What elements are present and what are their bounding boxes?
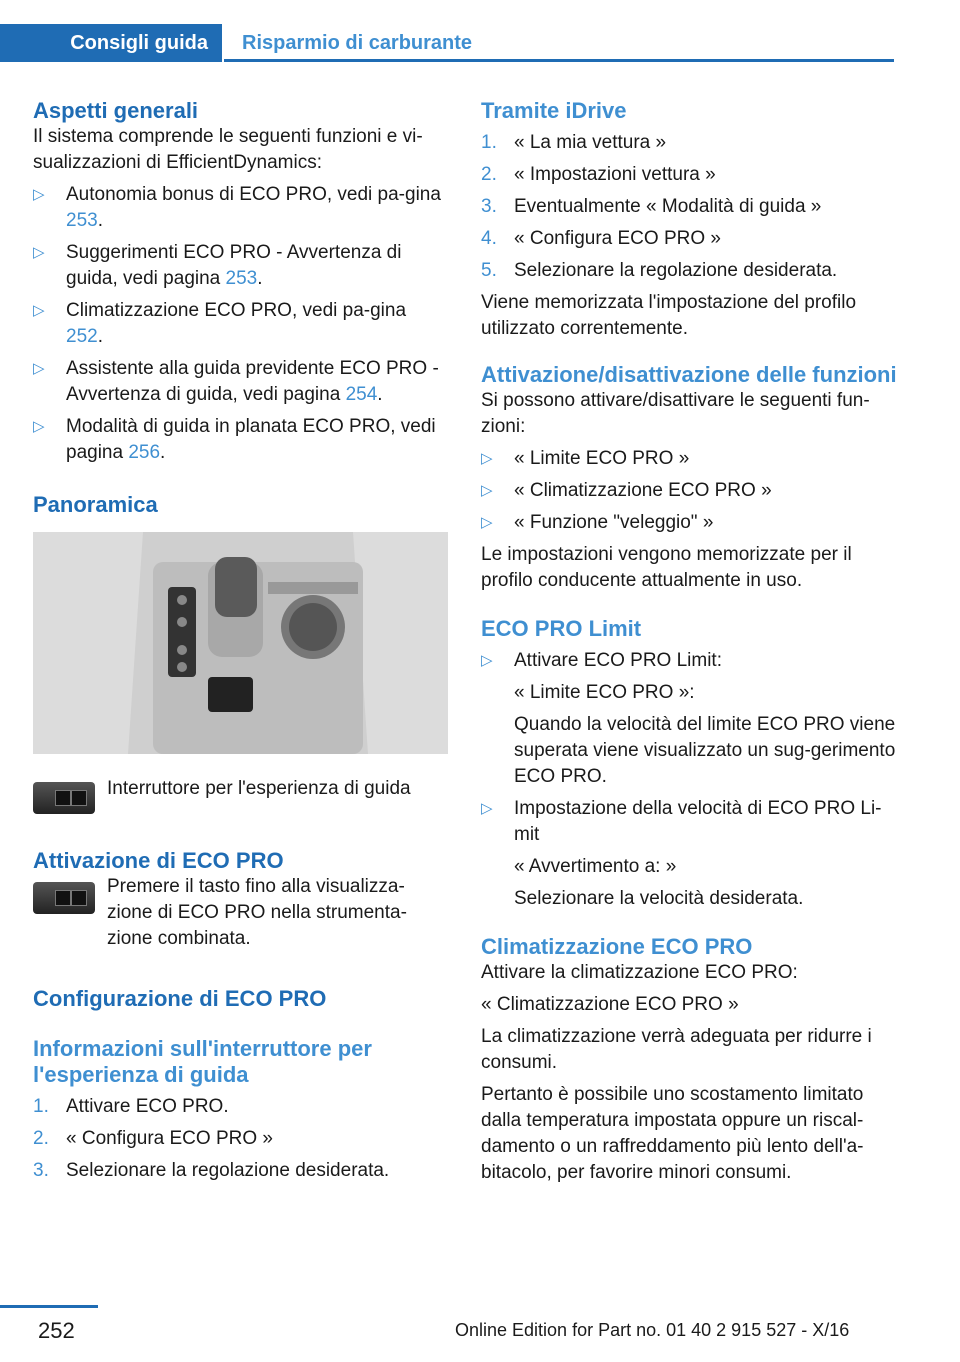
gear-selector-illustration bbox=[33, 532, 448, 754]
list-item: 1. « La mia vettura » bbox=[481, 132, 667, 153]
list-item: 4. « Configura ECO PRO » bbox=[481, 228, 721, 249]
switch-caption: Interruttore per l'esperienza di guida bbox=[107, 778, 411, 799]
climate-p3: La climatizzazione verrà adeguata per ridurre i consumi. bbox=[481, 1026, 872, 1073]
switch-caption-row bbox=[33, 778, 448, 814]
list-item: 2. « Configura ECO PRO » bbox=[33, 1128, 273, 1149]
page-link[interactable]: 253 bbox=[225, 268, 258, 289]
driving-experience-switch-icon bbox=[33, 882, 95, 914]
triangle-bullet-icon: ▷ bbox=[481, 450, 493, 467]
heading-eco-pro-limit: ECO PRO Limit bbox=[481, 616, 642, 641]
list-item: 3. Selezionare la regolazione desiderata. bbox=[33, 1160, 390, 1181]
list-item: ▷ Climatizzazione ECO PRO, vedi pa-gina 252. bbox=[33, 298, 448, 350]
edition-note: Online Edition for Part no. 01 40 2 915 527 - X/16 bbox=[455, 1320, 850, 1340]
limit-item1-sub1: « Limite ECO PRO »: bbox=[514, 682, 695, 703]
heading-attivazione-disattivazione: Attivazione/disattivazione delle funzioni bbox=[481, 362, 897, 387]
list-item: 1. Attivare ECO PRO. bbox=[33, 1096, 229, 1117]
list-item: ▷ « Limite ECO PRO » bbox=[481, 446, 899, 472]
header bbox=[0, 0, 960, 62]
idrive-note: Viene memorizzata l'impostazione del profilo utilizzato correntemente. bbox=[481, 292, 857, 339]
triangle-bullet-icon: ▷ bbox=[33, 360, 45, 377]
driving-experience-switch-icon bbox=[33, 782, 95, 814]
toggle-intro: Si possono attivare/disattivare le seguenti fun-zioni: bbox=[481, 390, 870, 437]
list-item: 2. « Impostazioni vettura » bbox=[481, 164, 716, 185]
limit-item1-sub2: Quando la velocità del limite ECO PRO viene superata viene visualizzato un sug-gerimento ECO PRO. bbox=[514, 714, 896, 787]
page-link[interactable]: 252 bbox=[66, 326, 98, 347]
heading-attivazione-eco-pro: Attivazione di ECO PRO bbox=[33, 848, 284, 873]
triangle-bullet-icon: ▷ bbox=[33, 244, 45, 261]
page-link[interactable]: 254 bbox=[345, 384, 378, 405]
triangle-bullet-icon: ▷ bbox=[33, 418, 45, 435]
list-item: 5. Selezionare la regolazione desiderata. bbox=[481, 260, 838, 281]
list-item: 3. Eventualmente « Modalità di guida » bbox=[481, 196, 822, 217]
tab-risparmio-carburante[interactable]: Risparmio di carburante bbox=[242, 31, 473, 54]
general-intro: Il sistema comprende le seguenti funzioni e vi-sualizzazioni di EfficientDynamics: bbox=[33, 126, 423, 173]
triangle-bullet-icon: ▷ bbox=[481, 482, 493, 499]
tab-consigli-guida[interactable]: Consigli guida bbox=[0, 24, 222, 62]
activation-text: Premere il tasto fino alla visualizza-zione di ECO PRO nella strumenta-zione combinata. bbox=[107, 876, 407, 949]
triangle-bullet-icon: ▷ bbox=[33, 186, 45, 203]
left-column bbox=[33, 98, 448, 1184]
heading-climatizzazione-eco-pro: Climatizzazione ECO PRO bbox=[481, 934, 753, 959]
center-console-photo bbox=[33, 532, 448, 754]
heading-panoramica: Panoramica bbox=[33, 492, 158, 517]
triangle-bullet-icon: ▷ bbox=[481, 652, 493, 669]
list-item: ▷ Impostazione della velocità di ECO PRO Li-mit bbox=[481, 796, 899, 848]
triangle-bullet-icon: ▷ bbox=[33, 302, 45, 319]
heading-info-interruttore: Informazioni sull'interruttore per l'esperienza di guida bbox=[33, 1036, 372, 1087]
activation-block bbox=[33, 874, 448, 952]
climate-p1: Attivare la climatizzazione ECO PRO: bbox=[481, 962, 798, 983]
list-item: ▷ Assistente alla guida previdente ECO PRO - Avvertenza di guida, vedi pagina 254. bbox=[33, 356, 448, 408]
heading-configurazione-eco-pro: Configurazione di ECO PRO bbox=[33, 986, 327, 1011]
right-column bbox=[481, 98, 899, 1186]
page-link[interactable]: 253 bbox=[66, 210, 98, 231]
heading-aspetti-generali: Aspetti generali bbox=[33, 98, 199, 123]
page-link[interactable]: 256 bbox=[128, 442, 161, 463]
triangle-bullet-icon: ▷ bbox=[481, 514, 493, 531]
triangle-bullet-icon: ▷ bbox=[481, 800, 493, 817]
list-item: ▷ « Climatizzazione ECO PRO » bbox=[481, 478, 899, 504]
limit-item2-sub2: Selezionare la velocità desiderata. bbox=[514, 888, 804, 909]
heading-tramite-idrive: Tramite iDrive bbox=[481, 98, 627, 123]
climate-p4: Pertanto è possibile uno scostamento limitato dalla temperatura impostata oppure un riscal-damento o un raffreddamento più lento dell'a-bitacolo, per favorire minori consumi. bbox=[481, 1084, 864, 1183]
list-item: ▷ Modalità di guida in planata ECO PRO, vedi pagina 256. bbox=[33, 414, 448, 466]
header-divider bbox=[224, 59, 894, 62]
limit-item2-sub1: « Avvertimento a: » bbox=[514, 856, 677, 877]
toggle-note: Le impostazioni vengono memorizzate per il profilo conducente attualmente in uso. bbox=[481, 544, 852, 591]
list-item: ▷ Autonomia bonus di ECO PRO, vedi pa-gina 253. bbox=[33, 182, 448, 234]
list-item: ▷ Suggerimenti ECO PRO - Avvertenza di guida, vedi pagina 253. bbox=[33, 240, 448, 292]
climate-p2: « Climatizzazione ECO PRO » bbox=[481, 994, 739, 1015]
list-item: ▷ « Funzione "veleggio" » bbox=[481, 510, 899, 536]
list-item: ▷ Attivare ECO PRO Limit: bbox=[481, 648, 899, 674]
footer-divider bbox=[0, 1305, 98, 1308]
page-number: 252 bbox=[38, 1318, 75, 1343]
